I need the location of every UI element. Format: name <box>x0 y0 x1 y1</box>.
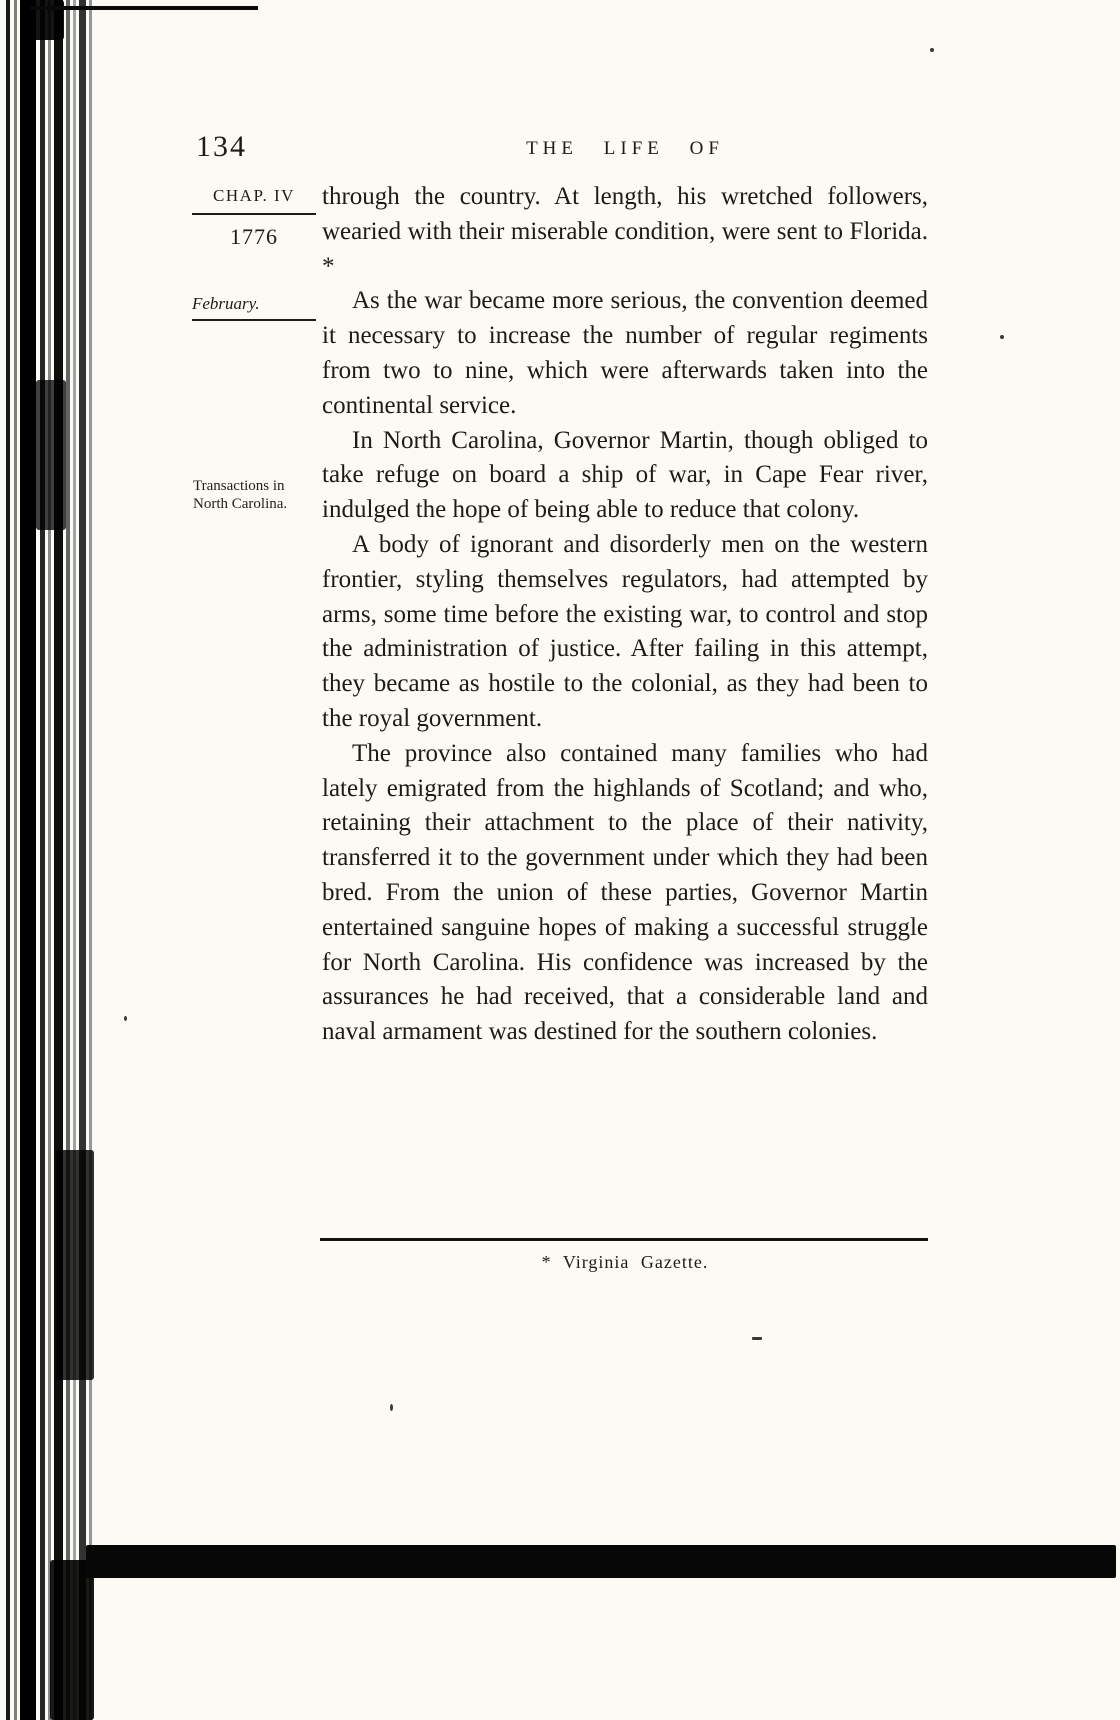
margin-note-chapter: CHAP. IV <box>192 186 316 215</box>
paragraph: A body of ignorant and disorderly men on the western frontier, styling themselves regulators, had attempted by arms, some time before the existing war, to control and stop the administration of justice. After failing in this attempt, they became as hostile to the colonial, as they had been to the royal government. <box>322 530 928 732</box>
margin-note-chapter-block <box>192 186 316 250</box>
body-text-column <box>322 180 928 1050</box>
scan-streak <box>54 0 63 1720</box>
paragraph: As the war became more serious, the convention deemed it necessary to increase the number of regular regiments from two to nine, which were afterwards taken into the continental service. <box>322 287 928 419</box>
scan-speck <box>1000 335 1004 339</box>
scan-bottom-bar-artifact <box>86 1545 1116 1578</box>
margin-note-year: 1776 <box>230 224 278 249</box>
scan-speck <box>752 1337 762 1340</box>
margin-note-month-block <box>192 294 316 321</box>
footnote-rule <box>320 1238 928 1241</box>
scan-blob <box>50 1560 94 1720</box>
margin-note-side: Transactions in North Carolina. <box>193 478 288 512</box>
footnote-text: * Virginia Gazette. <box>541 1252 709 1272</box>
paragraph: through the country. At length, his wretched followers, wearied with their miserable condition, were sent to Florida. * <box>322 183 928 280</box>
scan-speck <box>930 48 934 52</box>
page-number: 134 <box>196 130 247 163</box>
scan-streak <box>66 0 70 1720</box>
scan-blob <box>56 1150 94 1380</box>
scan-topline-artifact <box>30 6 258 10</box>
scan-streak <box>40 0 45 1720</box>
scan-streak <box>48 0 51 1720</box>
scan-streak <box>20 0 36 1720</box>
scan-speck <box>124 1016 127 1021</box>
scan-streak <box>6 0 10 1720</box>
scan-streak <box>14 0 17 1720</box>
margin-note-month: February. <box>192 294 316 321</box>
scan-streak <box>89 0 92 1720</box>
running-header: THE LIFE OF <box>526 138 724 159</box>
paragraph: In North Carolina, Governor Martin, though obliged to take refuge on board a ship of war, in Cape Fear river, indulged the hope of being able to reduce that colony. <box>322 426 928 524</box>
scan-blob <box>36 380 66 530</box>
scan-speck <box>390 1404 393 1411</box>
scan-streak <box>73 0 76 1720</box>
paragraph: The province also contained many families who had lately emigrated from the highlands of Scotland; and who, retaining their attachment to the place of their nativity, transferred it to the government under which they had been bred. From the union of these parties, Governor Martin entertained sanguine hopes of making a successful struggle for North Carolina. His confidence was increased by the assurances he had received, that a considerable land and naval armament was destined for the southern colonies. <box>322 739 928 1046</box>
scan-streak <box>79 0 86 1720</box>
